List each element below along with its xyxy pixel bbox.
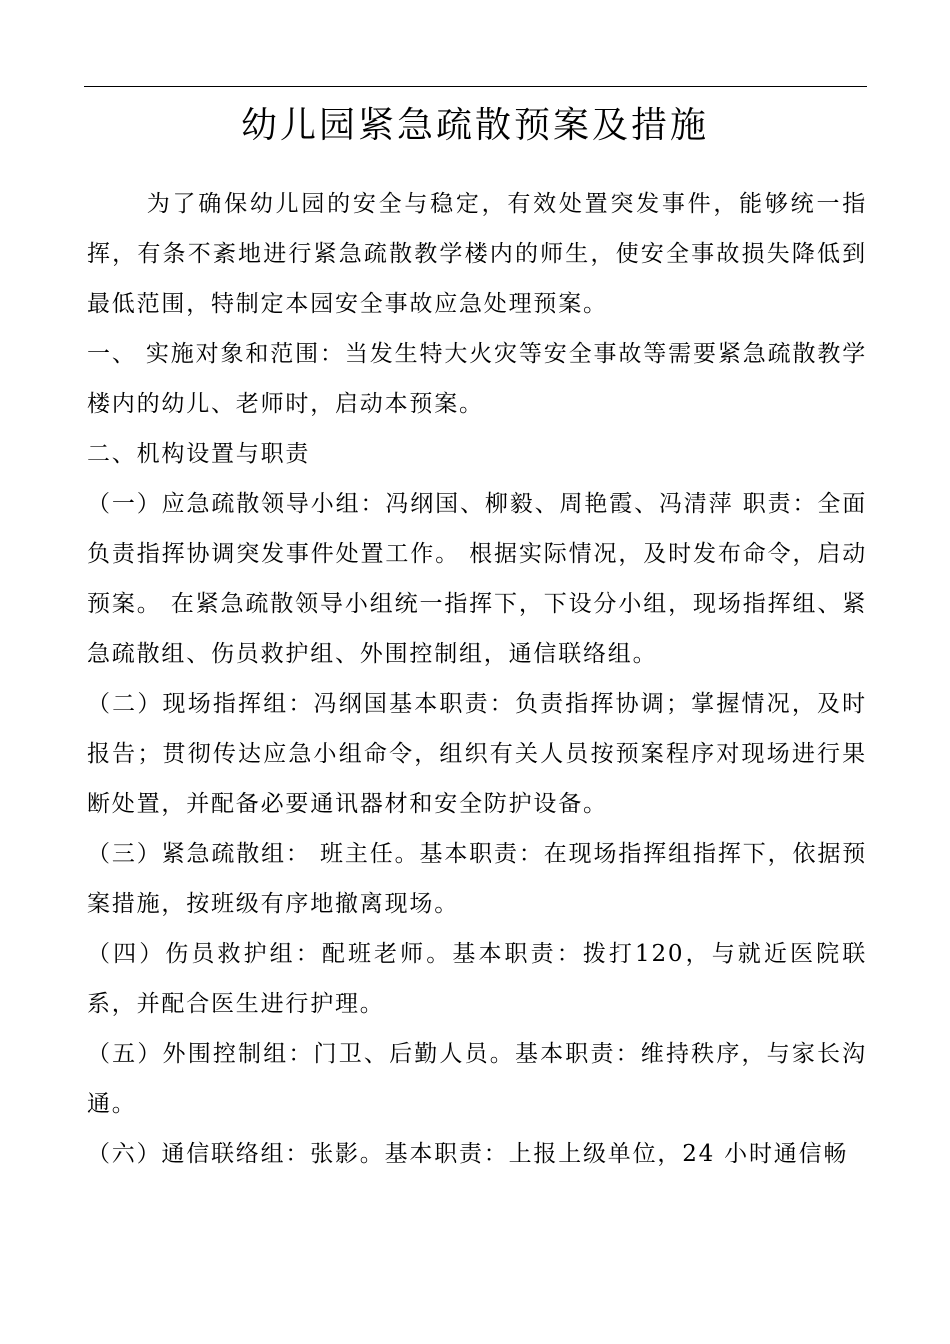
onsite-command-group-paragraph: （二）现场指挥组：冯纲国基本职责：负责指挥协调；掌握情况，及时报告；贯彻传达应急小组命令，组织有关人员按预案程序对现场进行果断处置，并配备必要通讯器材和安全防护设备。 — [87, 691, 867, 817]
intro-paragraph: 为了确保幼儿园的安全与稳定，有效处置突发事件，能够统一指挥，有条不紊地进行紧急疏散教学楼内的师生，使安全事故损失降低到最低范围，特制定本园安全事故应急处理预案。 — [87, 191, 867, 317]
document-body — [87, 179, 867, 1179]
communication-group-paragraph: （六）通信联络组：张影。基本职责：上报上级单位，24 小时通信畅 — [87, 1141, 849, 1167]
perimeter-control-group-paragraph: （五）外围控制组：门卫、后勤人员。基本职责：维持秩序，与家长沟通。 — [87, 1041, 867, 1117]
document-title: 幼儿园紧急疏散预案及措施 — [240, 105, 709, 146]
header-rule — [84, 86, 867, 87]
leadership-group-paragraph: （一）应急疏散领导小组：冯纲国、柳毅、周艳霞、冯清萍 职责：全面负责指挥协调突发事件处置工作。 根据实际情况，及时发布命令，启动预案。 在紧急疏散领导小组统一指挥下，下设分小组，现场指挥组、紧急疏散组、伤员救护组、外围控制组，通信联络组。 — [87, 491, 867, 667]
section-scope-paragraph: 一、 实施对象和范围：当发生特大火灾等安全事故等需要紧急疏散教学楼内的幼儿、老师时，启动本预案。 — [87, 341, 867, 417]
rescue-group-paragraph: （四）伤员救护组：配班老师。基本职责：拨打120，与就近医院联系，并配合医生进行护理。 — [87, 941, 867, 1017]
evacuation-group-paragraph: （三）紧急疏散组： 班主任。基本职责：在现场指挥组指挥下，依据预案措施，按班级有序地撤离现场。 — [87, 841, 867, 917]
section-organization-heading: 二、机构设置与职责 — [87, 441, 311, 467]
